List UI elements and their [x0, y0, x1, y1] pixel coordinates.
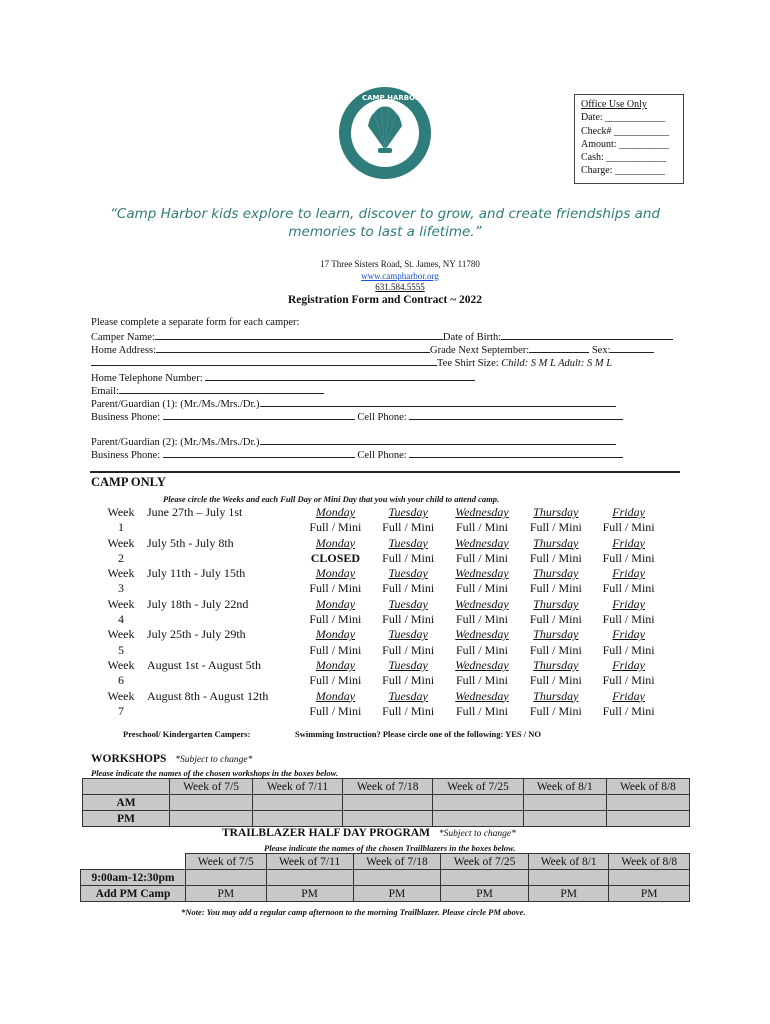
full-mini-option[interactable]: Full / Mini — [309, 520, 362, 535]
sex-field[interactable] — [610, 342, 654, 353]
camp-harbor-logo — [338, 86, 432, 180]
day-cell[interactable] — [445, 597, 520, 628]
week-dates: July 5th - July 8th — [147, 535, 234, 550]
workshop-cell[interactable] — [342, 795, 432, 811]
trailblazer-cell[interactable] — [528, 870, 609, 886]
week-number: 4 — [118, 612, 124, 627]
office-title: Office Use Only — [581, 99, 647, 110]
tee-label: Tee Shirt Size: — [437, 358, 499, 369]
day-cell[interactable] — [372, 505, 445, 536]
cell-phone-field[interactable] — [409, 409, 623, 420]
full-mini-option[interactable]: Full / Mini — [309, 703, 362, 718]
trailblazer-cell[interactable] — [441, 870, 529, 886]
trailblazer-note: *Subject to change* — [438, 829, 516, 839]
trailblazer-col-header: Week of 7/25 — [441, 854, 529, 870]
logo-text: CAMP HARBOR — [362, 94, 421, 102]
day-cell[interactable] — [445, 627, 520, 658]
full-mini-option[interactable]: Full / Mini — [382, 581, 435, 596]
week-word: Week — [107, 535, 135, 550]
workshop-col-header: Week of 8/1 — [523, 779, 606, 795]
week-word: Week — [107, 657, 135, 672]
full-mini-option[interactable]: Full / Mini — [529, 550, 582, 565]
day-cell[interactable] — [592, 566, 665, 597]
day-cell[interactable] — [592, 689, 665, 720]
camp-only-heading: CAMP ONLY — [91, 475, 166, 489]
workshops-table — [82, 778, 690, 827]
day-name[interactable]: Thursday — [533, 596, 579, 611]
week-word: Week — [107, 688, 135, 703]
day-cell[interactable] — [445, 505, 520, 536]
full-mini-option[interactable]: Full / Mini — [602, 612, 655, 627]
week-dates: August 8th - August 12th — [147, 688, 269, 703]
tee-sizes[interactable]: Child: S M L Adult: S M L — [501, 358, 613, 369]
full-mini-option[interactable]: Full / Mini — [602, 520, 655, 535]
camp-week-row — [100, 597, 665, 628]
trailblazer-col-header: Week of 7/11 — [266, 854, 353, 870]
full-mini-option[interactable]: Full / Mini — [455, 550, 508, 565]
parent1-label: Parent/Guardian (1): (Mr./Ms./Mrs./Dr.) — [91, 399, 260, 410]
section-divider — [90, 471, 680, 473]
workshop-cell[interactable] — [342, 811, 432, 827]
day-name[interactable]: Wednesday — [455, 505, 509, 519]
office-line: Amount: __________ — [581, 138, 670, 150]
trailblazer-cell[interactable] — [353, 870, 441, 886]
week-label[interactable] — [100, 536, 142, 567]
workshops-instruction: Please indicate the names of the chosen workshops in the boxes below. — [91, 768, 339, 778]
trailblazer-col-header: Week of 8/1 — [528, 854, 609, 870]
workshop-cell[interactable] — [523, 795, 606, 811]
pm-option[interactable]: PM — [528, 886, 609, 902]
morning-row-label: 9:00am-12:30pm — [81, 870, 186, 886]
day-name[interactable]: Thursday — [533, 657, 579, 672]
day-cell[interactable] — [445, 536, 520, 567]
day-cell[interactable] — [519, 627, 592, 658]
day-cell[interactable] — [519, 505, 592, 536]
full-mini-option[interactable]: Full / Mini — [529, 612, 582, 627]
day-cell[interactable] — [592, 505, 665, 536]
full-mini-option[interactable]: Full / Mini — [602, 642, 655, 657]
day-name[interactable]: Monday — [315, 505, 356, 519]
day-cell[interactable] — [372, 658, 445, 689]
week-number: 6 — [118, 673, 124, 688]
workshop-col-header: Week of 7/25 — [433, 779, 523, 795]
website-link[interactable]: www.campharbor.org — [361, 270, 439, 281]
full-mini-option[interactable]: Full / Mini — [602, 703, 655, 718]
camp-week-row — [100, 536, 665, 567]
full-mini-option[interactable]: Full / Mini — [455, 581, 508, 596]
full-mini-option[interactable]: Full / Mini — [529, 642, 582, 657]
workshop-cell[interactable] — [433, 795, 523, 811]
grade-field[interactable] — [529, 342, 589, 353]
office-line: Charge: __________ — [581, 165, 665, 177]
day-cell[interactable] — [299, 536, 372, 567]
day-name[interactable]: Thursday — [533, 627, 579, 642]
workshops-heading-row — [91, 753, 252, 765]
am-row-label: AM — [83, 795, 170, 811]
intro-text: Please complete a separate form for each camper: — [91, 317, 300, 328]
workshop-cell[interactable] — [606, 811, 689, 827]
parent2-field[interactable] — [260, 434, 616, 445]
day-name[interactable]: Wednesday — [455, 688, 509, 703]
week-label[interactable] — [100, 658, 142, 689]
pm-option[interactable]: PM — [609, 886, 690, 902]
form-title: Registration Form and Contract ~ 2022 — [287, 294, 483, 306]
full-mini-option[interactable]: Full / Mini — [529, 703, 582, 718]
day-cell[interactable] — [372, 597, 445, 628]
day-cell[interactable] — [299, 505, 372, 536]
full-mini-option[interactable]: Full / Mini — [309, 612, 362, 627]
office-line: Cash: ____________ — [581, 152, 667, 164]
day-name[interactable]: Wednesday — [455, 535, 509, 550]
day-cell[interactable] — [592, 536, 665, 567]
week-number: 1 — [118, 520, 124, 535]
day-name[interactable]: Monday — [315, 566, 356, 581]
trailblazer-cell[interactable] — [609, 870, 690, 886]
day-cell[interactable] — [445, 658, 520, 689]
trailblazer-heading-row — [222, 827, 516, 839]
full-mini-option[interactable]: Full / Mini — [455, 612, 508, 627]
add-pm-row-label: Add PM Camp — [81, 886, 186, 902]
day-name[interactable]: Wednesday — [455, 627, 509, 642]
cell-phone-field[interactable] — [409, 447, 623, 458]
day-cell[interactable] — [519, 566, 592, 597]
week-label[interactable] — [100, 627, 142, 658]
trailblazer-cell[interactable] — [266, 870, 353, 886]
day-name[interactable]: Tuesday — [388, 627, 428, 642]
week-word: Week — [107, 566, 135, 581]
home-address-label: Home Address: — [91, 345, 157, 356]
day-cell[interactable] — [299, 658, 372, 689]
full-mini-option[interactable]: Full / Mini — [455, 642, 508, 657]
grade-label: Grade Next September: — [430, 345, 530, 356]
week-dates: June 27th – July 1st — [147, 505, 243, 519]
tee-row — [91, 355, 612, 370]
week-number: 2 — [118, 550, 124, 565]
office-line: Date: ____________ — [581, 112, 666, 124]
day-name[interactable]: Friday — [612, 688, 645, 703]
full-mini-option[interactable]: Full / Mini — [382, 642, 435, 657]
workshop-cell[interactable] — [170, 811, 253, 827]
camp-week-row — [100, 627, 665, 658]
day-cell[interactable] — [372, 536, 445, 567]
trailblazer-cell[interactable] — [186, 870, 267, 886]
workshop-cell[interactable] — [253, 811, 343, 827]
dob-label: Date of Birth: — [442, 332, 502, 343]
day-name[interactable]: Friday — [612, 566, 645, 581]
home-phone-label: Home Telephone Number: — [91, 373, 203, 384]
day-name[interactable]: Tuesday — [388, 535, 428, 550]
day-name[interactable]: Tuesday — [388, 566, 428, 581]
full-mini-option[interactable]: Full / Mini — [602, 673, 655, 688]
full-mini-option[interactable]: Full / Mini — [529, 581, 582, 596]
closed-label: CLOSED — [310, 550, 361, 565]
camp-week-row — [100, 658, 665, 689]
day-name[interactable]: Thursday — [533, 566, 579, 581]
trailblazer-col-header: Week of 8/8 — [609, 854, 690, 870]
full-mini-option[interactable]: Full / Mini — [309, 642, 362, 657]
workshop-col-header: Week of 8/8 — [606, 779, 689, 795]
camper-name-label: Camper Name: — [91, 332, 155, 343]
week-label[interactable] — [100, 689, 142, 720]
business-phone-field[interactable] — [163, 447, 355, 458]
camp-week-row — [100, 505, 665, 536]
swimming-question[interactable]: Swimming Instruction? Please circle one of the following: YES / NO — [295, 729, 542, 739]
office-line: Check# ___________ — [581, 125, 670, 137]
day-name[interactable]: Thursday — [533, 535, 579, 550]
trailblazer-instruction: Please indicate the names of the chosen Trailblazers in the boxes below. — [264, 843, 516, 853]
day-cell[interactable] — [519, 597, 592, 628]
pm-option[interactable]: PM — [353, 886, 441, 902]
trailblazer-heading: TRAILBLAZER HALF DAY PROGRAM — [222, 827, 430, 839]
day-name[interactable]: Wednesday — [455, 657, 509, 672]
camp-instruction: Please circle the Weeks and each Full Day or Mini Day that you wish your child to attend camp. — [163, 494, 500, 504]
day-name[interactable]: Tuesday — [388, 505, 428, 519]
workshop-col-header: Week of 7/5 — [170, 779, 253, 795]
business-phone-field[interactable] — [163, 409, 355, 420]
full-mini-option[interactable]: Full / Mini — [382, 703, 435, 718]
workshop-col-header: Week of 7/18 — [342, 779, 432, 795]
pm-option[interactable]: PM — [441, 886, 529, 902]
day-name[interactable]: Friday — [612, 596, 645, 611]
day-name[interactable]: Tuesday — [388, 657, 428, 672]
day-name[interactable]: Friday — [612, 505, 645, 519]
day-cell[interactable] — [592, 658, 665, 689]
pm-row-label: PM — [83, 811, 170, 827]
camp-week-row — [100, 689, 665, 720]
day-name[interactable]: Monday — [315, 627, 356, 642]
day-cell[interactable] — [299, 566, 372, 597]
day-cell[interactable] — [592, 597, 665, 628]
day-cell[interactable] — [445, 689, 520, 720]
day-name[interactable]: Monday — [315, 657, 356, 672]
day-name[interactable]: Friday — [612, 657, 645, 672]
week-dates: July 11th - July 15th — [147, 566, 246, 581]
week-label[interactable] — [100, 597, 142, 628]
workshops-note: *Subject to change* — [175, 755, 253, 765]
workshop-cell[interactable] — [523, 811, 606, 827]
full-mini-option[interactable]: Full / Mini — [602, 550, 655, 565]
email-label: Email: — [91, 386, 119, 397]
workshops-heading: WORKSHOPS — [91, 753, 167, 765]
day-cell[interactable] — [592, 627, 665, 658]
day-name[interactable]: Tuesday — [388, 688, 428, 703]
week-word: Week — [107, 627, 135, 642]
parent1-field[interactable] — [260, 396, 616, 407]
week-label[interactable] — [100, 566, 142, 597]
workshop-cell[interactable] — [433, 811, 523, 827]
trailblazer-table — [80, 853, 690, 902]
day-name[interactable]: Monday — [315, 535, 356, 550]
home-address-field[interactable] — [156, 342, 430, 353]
phone-number: 631.584.5555 — [375, 282, 425, 292]
trailblazer-col-header: Week of 7/18 — [353, 854, 441, 870]
sex-label: Sex: — [591, 345, 611, 356]
week-dates: August 1st - August 5th — [147, 657, 262, 672]
full-mini-option[interactable]: Full / Mini — [382, 520, 435, 535]
week-number: 7 — [118, 703, 124, 718]
day-cell[interactable] — [372, 566, 445, 597]
day-name[interactable]: Tuesday — [388, 596, 428, 611]
week-dates: July 25th - July 29th — [147, 627, 246, 642]
day-cell[interactable] — [445, 566, 520, 597]
home-phone-field[interactable] — [205, 370, 475, 381]
workshop-cell[interactable] — [606, 795, 689, 811]
day-cell[interactable] — [299, 689, 372, 720]
email-field[interactable] — [119, 383, 324, 394]
full-mini-option[interactable]: Full / Mini — [529, 673, 582, 688]
week-word: Week — [107, 596, 135, 611]
trailblazer-footnote: *Note: You may add a regular camp afternoon to the morning Trailblazer. Please circle PM above. — [181, 907, 526, 917]
parent2-label: Parent/Guardian (2): (Mr./Ms./Mrs./Dr.) — [91, 437, 260, 448]
day-cell[interactable] — [299, 597, 372, 628]
full-mini-option[interactable]: Full / Mini — [382, 612, 435, 627]
day-cell[interactable] — [372, 627, 445, 658]
office-use-box — [574, 94, 684, 184]
day-cell[interactable] — [299, 627, 372, 658]
full-mini-option[interactable]: Full / Mini — [309, 673, 362, 688]
business-phone-row-2 — [91, 447, 623, 462]
camp-weeks-table — [100, 505, 665, 719]
full-mini-option[interactable]: Full / Mini — [455, 703, 508, 718]
day-name[interactable]: Friday — [612, 627, 645, 642]
cell-phone-label: Cell Phone: — [357, 412, 407, 423]
full-mini-option[interactable]: Full / Mini — [309, 581, 362, 596]
day-name[interactable]: Friday — [612, 535, 645, 550]
pm-option[interactable]: PM — [186, 886, 267, 902]
street-address: 17 Three Sisters Road, St. James, NY 11780 — [320, 259, 480, 269]
business-phone-row-1 — [91, 409, 623, 424]
day-name[interactable]: Monday — [315, 688, 356, 703]
workshop-cell[interactable] — [170, 795, 253, 811]
home-address-line2-field[interactable] — [91, 355, 437, 366]
week-label[interactable] — [100, 505, 142, 536]
day-name[interactable]: Thursday — [533, 688, 579, 703]
workshop-cell[interactable] — [253, 795, 343, 811]
week-number: 3 — [118, 581, 124, 596]
dob-field[interactable] — [501, 329, 673, 340]
day-cell[interactable] — [519, 658, 592, 689]
full-mini-option[interactable]: Full / Mini — [455, 673, 508, 688]
full-mini-option[interactable]: Full / Mini — [529, 520, 582, 535]
full-mini-option[interactable]: Full / Mini — [455, 520, 508, 535]
day-name[interactable]: Wednesday — [455, 596, 509, 611]
address-block — [200, 259, 600, 294]
tagline-quote: “Camp Harbor kids explore to learn, discover to grow, and create friendships and memories to last a lifetime.” — [109, 206, 661, 240]
trailblazer-col-header: Week of 7/5 — [186, 854, 267, 870]
workshop-col-header: Week of 7/11 — [253, 779, 343, 795]
business-phone-label: Business Phone: — [91, 412, 161, 423]
pm-option[interactable]: PM — [266, 886, 353, 902]
week-dates: July 18th - July 22nd — [147, 596, 249, 611]
week-number: 5 — [118, 642, 124, 657]
day-cell[interactable] — [519, 536, 592, 567]
camp-week-row — [100, 566, 665, 597]
corner-cell — [83, 779, 170, 795]
camper-name-field[interactable] — [155, 329, 443, 340]
preschool-label: Preschool/ Kindergarten Campers: — [123, 729, 251, 739]
day-name[interactable]: Monday — [315, 596, 356, 611]
full-mini-option[interactable]: Full / Mini — [382, 550, 435, 565]
business-phone-label: Business Phone: — [91, 450, 161, 461]
corner-cell — [81, 854, 186, 870]
day-cell[interactable] — [519, 689, 592, 720]
full-mini-option[interactable]: Full / Mini — [602, 581, 655, 596]
day-name[interactable]: Wednesday — [455, 566, 509, 581]
full-mini-option[interactable]: Full / Mini — [382, 673, 435, 688]
day-cell[interactable] — [372, 689, 445, 720]
day-name[interactable]: Thursday — [533, 505, 579, 519]
week-word: Week — [107, 505, 135, 519]
cell-phone-label: Cell Phone: — [357, 450, 407, 461]
